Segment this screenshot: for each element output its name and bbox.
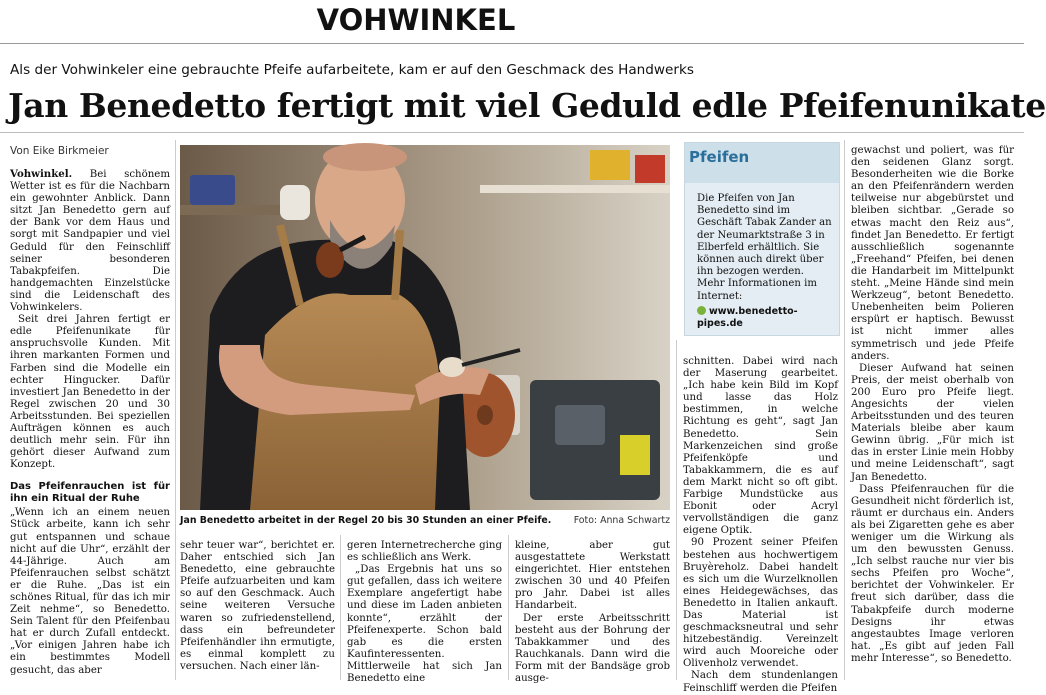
column-6: [851, 145, 1014, 680]
paragraph: kleine, aber gut ausgestattete Werkstatt eingerichtet. Hier entstehen zwischen 30 und 40 Pfeifen pro Jahr. Dabei ist alles Handarbeit.: [515, 540, 670, 612]
info-box-link[interactable]: [697, 306, 833, 330]
column-divider: [508, 535, 509, 680]
paragraph: 90 Prozent seiner Pfeifen bestehen aus hochwertigem Bruyèreholz. Dabei handelt es sich um die Wurzelknollen eines Heidegewächses, das Benedetto in Italien ankauft. Das Material ist geschmacksneutral und sehr hitzebeständig. Vereinzelt wird auch Mooreiche oder Olivenholz verwendet.: [683, 537, 838, 670]
column-4: [515, 540, 670, 685]
info-box-url: www.benedetto-pipes.de: [697, 305, 798, 330]
info-box-body: [685, 193, 839, 330]
paragraph: gewachst und poliert, was für den seidenen Glanz sorgt. Besonderheiten wie die Borke an den Pfeifenrändern werden teilweise nur abgebürstet und bleiben sichtbar. „Gerade so etwas macht den Reiz aus“, findet Jan Benedetto. Er fertigt ausschließlich sogenannte „Freehand“ Pfeifen, bei denen die Handarbeit im Mittelpunkt steht. „Meine Hände sind mein Werkzeug“, betont Benedetto. Unebenheiten beim Polieren erspürt er haptisch. Bewusst ist nicht immer alles symmetrisch und jede Pfeife anders.: [851, 145, 1014, 362]
column-1: [10, 168, 170, 678]
column-divider: [676, 340, 677, 680]
paragraph: Der erste Arbeitsschritt besteht aus der Bohrung der Tabakkammer und des Rauchkanals. Dann wird die Form mit der Bandsäge grob ausge-: [515, 612, 670, 685]
paragraph: Dieser Aufwand hat seinen Preis, der meist oberhalb von 200 Euro pro Pfeife liegt. Angesichts der vielen Arbeitsstunden und des teuren Materials bleibe aber kaum Gewinn übrig. „Für mich ist das in erster Linie mein Hobby und meine Leidenschaft“, sagt Jan Benedetto.: [851, 362, 1014, 483]
column-2: [180, 540, 335, 680]
photo-caption: [180, 515, 670, 526]
web-icon: [697, 306, 706, 315]
paragraph: Nach dem stundenlangen Feinschliff werden die Pfeifen: [683, 670, 838, 694]
column-divider: [844, 140, 845, 680]
article-photo: [180, 145, 670, 510]
paragraph: schnitten. Dabei wird nach der Maserung gearbeitet. „Ich habe kein Bild im Kopf und lasse das Holz bestimmen, in welche Richtung es geht“, sagt Jan Benedetto. Sein Markenzeichen sind große Pfeifenköpfe und Tabakkammern, die es auf dem Markt nicht so oft gibt. Farbige Mundstücke aus Ebonit oder Acryl vervollständigen die ganz eigene Optik.: [683, 356, 838, 537]
dateline: Vohwinkel.: [10, 168, 73, 180]
paragraph: „Wenn ich an einem neuen Stück arbeite, kann ich sehr gut entspannen und schaue nicht auf die Uhr“, erzählt der 44-Jährige. Auch am Pfeifenrauchen selbst schätzt er die Ruhe. „Das ist ein schönes Ritual, für das ich mir Zeit nehme“, so Benedetto. Sein Talent für den Pfeifenbau hat er durch Zufall entdeckt. „Vor einigen Jahren habe ich ein bestimmtes Modell gesucht, das aber: [10, 507, 170, 676]
paragraph: „Das Ergebnis hat uns so gut gefallen, dass ich weitere Exemplare angefertigt habe und diese im Laden anbieten konnte“, erzählt der Pfeifenexperte. Schon bald gab es die ersten Kaufinteressenten. Mittlerweile hat sich Jan Benedetto eine: [347, 564, 502, 685]
caption-text: Jan Benedetto arbeitet in der Regel 20 bis 30 Stunden an einer Pfeife.: [180, 515, 552, 526]
paragraph: Dass Pfeifenrauchen für die Gesundheit nicht förderlich ist, räumt er durchaus ein. Anders als bei Zigaretten gehe es aber weniger um die Wirkung als um den bewussten Genuss. „Ich selbst rauche nur vier bis sechs Pfeifen pro Woche“, berichtet der Vohwinkeler. Er freut sich darüber, dass die Tabakpfeife durch moderne Designs ihr etwas angestaubtes Image verloren hat. „Es gibt auf jeden Fall mehr Interesse“, so Benedetto.: [851, 483, 1014, 664]
headline: Jan Benedetto fertigt mit viel Geduld edle Pfeifenunikate: [8, 86, 1046, 125]
photo-illustration: [180, 145, 670, 510]
paragraph: sehr teuer war“, berichtet er. Daher entschied sich Jan Benedetto, eine gebrauchte Pfeife aufzuarbeiten und kam so auf den Geschmack. Auch seine weiteren Versuche waren so zufriedenstellend, dass ein befreundeter Pfeifenhändler ihn ermutigte, es einmal komplett zu versuchen. Nach einer län-: [180, 540, 335, 672]
info-box: [684, 142, 840, 336]
kicker: Als der Vohwinkeler eine gebrauchte Pfeife aufarbeitete, kam er auf den Geschmack des Handwerks: [10, 62, 694, 78]
byline: Von Eike Birkmeier: [10, 145, 109, 157]
subheading: Das Pfeifenrauchen ist für ihn ein Ritual der Ruhe: [10, 481, 170, 505]
section-title: VOHWINKEL: [316, 3, 516, 37]
column-divider: [175, 140, 176, 680]
paragraph: Seit drei Jahren fertigt er edle Pfeifenunikate für anspruchsvolle Kunden. Mit ihren markanten Formen und Farben sind die Modelle ein echter Hingucker. Dafür investiert Jan Benedetto in der Regel zwischen 20 und 30 Arbeitsstunden. Bei speziellen Aufträgen können es auch deutlich mehr sein. Für ihn gehört dieser Aufwand zum Konzept.: [10, 314, 170, 471]
column-3: [347, 540, 502, 685]
paragraph: Bei schönem Wetter ist es für die Nachbarn ein gewohnter Anblick. Dann sitzt Jan Benedetto gern auf der Bank vor dem Haus und sorgt mit Sandpapier und viel Geduld für den Feinschliff seiner besonderen Tabakpfeifen. Die handgemachten Einzelstücke sind die Leidenschaft des Vohwinkelers.: [10, 169, 170, 314]
column-5: [683, 356, 838, 694]
section-rule: [0, 43, 1024, 44]
info-box-text: Die Pfeifen von Jan Benedetto sind im Geschäft Tabak Zander an der Neumarktstraße 3 in Elberfeld erhältlich. Sie können auch direkt über ihn bezogen werden. Mehr Informationen im Internet:: [697, 193, 832, 302]
paragraph: geren Internetrecherche ging es schließlich ans Werk.: [347, 540, 502, 564]
column-divider: [340, 535, 341, 680]
photo-credit: Foto: Anna Schwartz: [573, 515, 670, 526]
info-box-title: Pfeifen: [685, 143, 839, 183]
headline-rule: [0, 132, 1024, 133]
